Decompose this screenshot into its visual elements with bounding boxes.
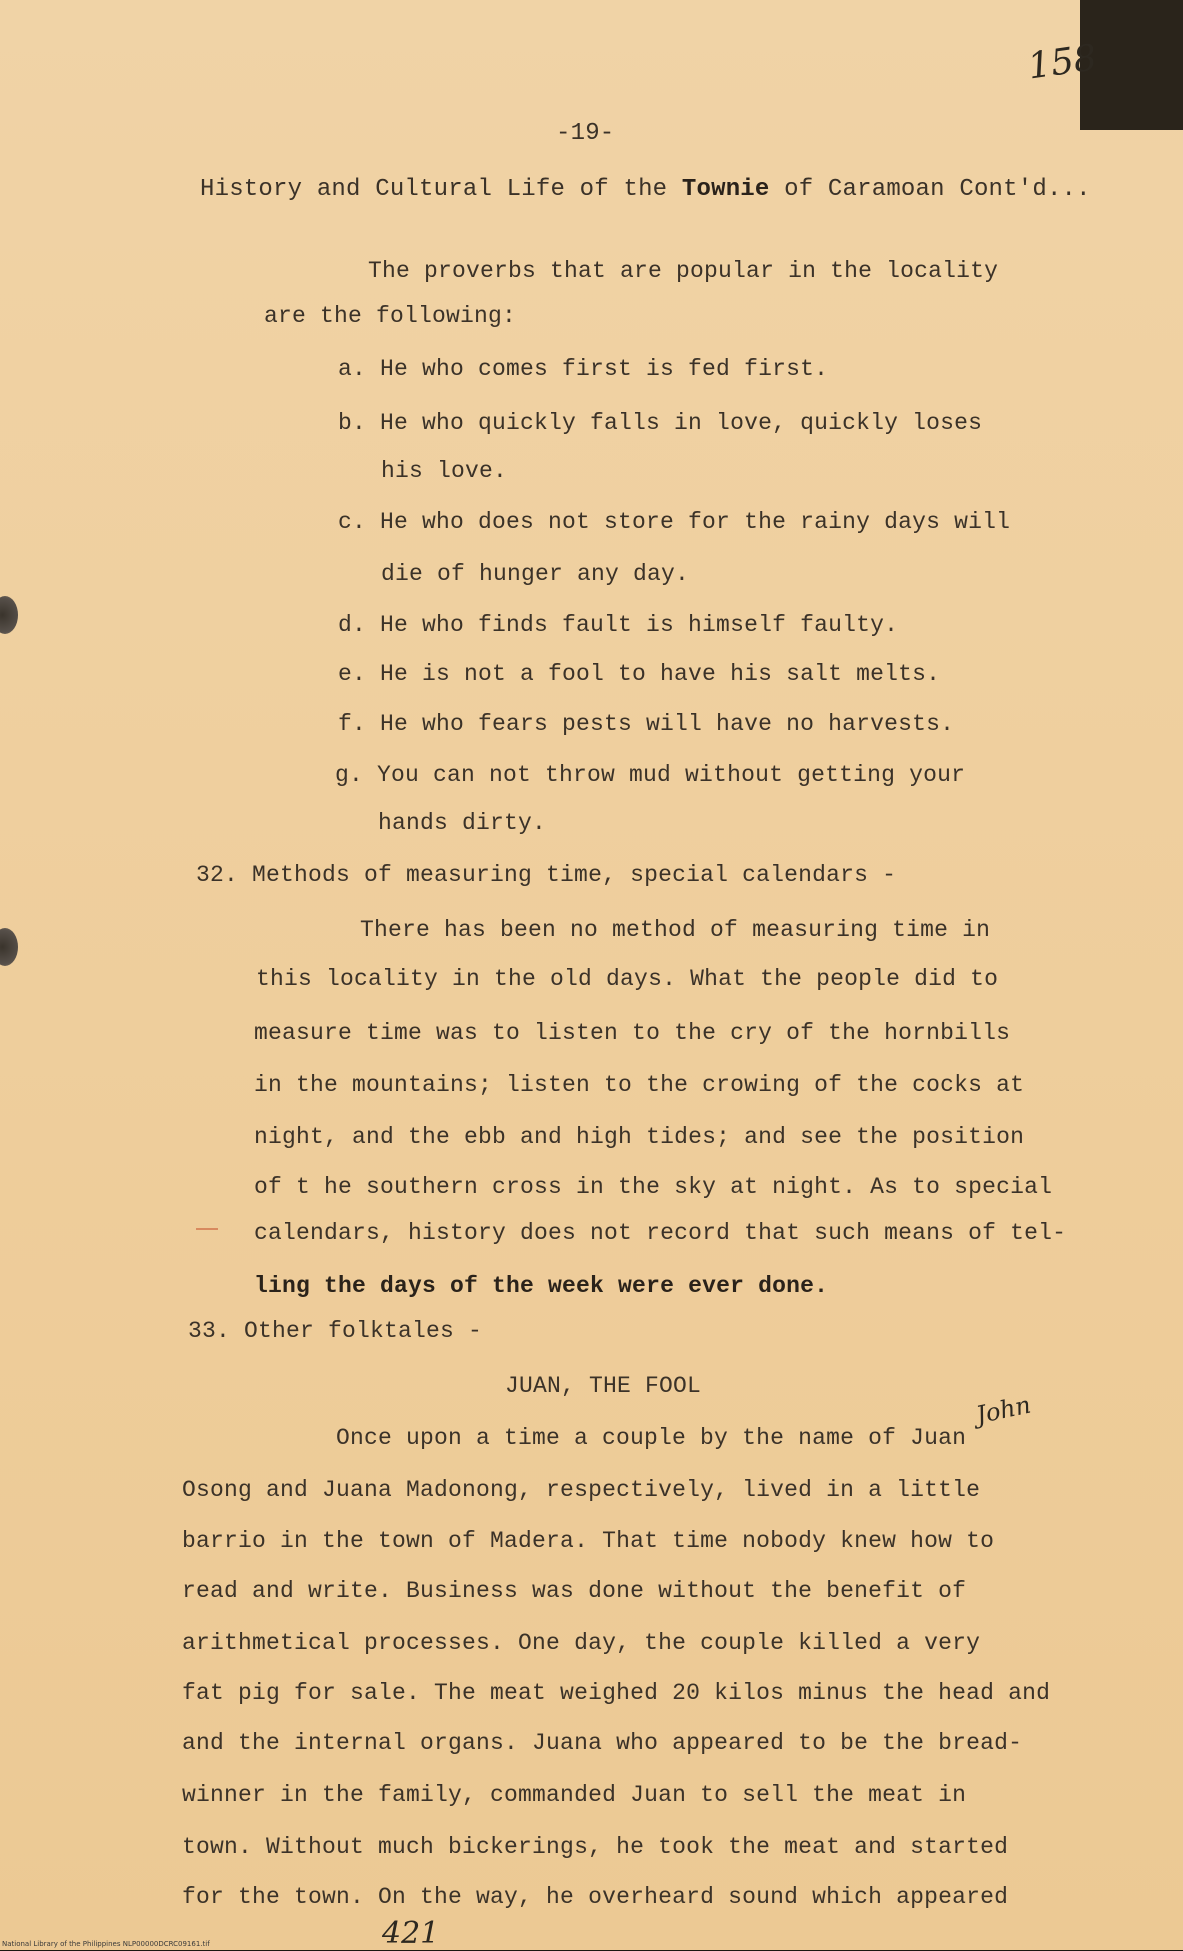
section-32-line: measure time was to listen to the cry of the hornbills — [254, 1020, 1011, 1046]
section-32-line: of t he southern cross in the sky at night. As to special — [254, 1174, 1053, 1200]
story-line: read and write. Business was done without the benefit of — [182, 1578, 967, 1604]
story-line: barrio in the town of Madera. That time nobody knew how to — [182, 1528, 995, 1554]
story-line: fat pig for sale. The meat weighed 20 kilos minus the head and — [182, 1680, 1051, 1706]
section-32-line: ling the days of the week were ever done. — [254, 1273, 829, 1299]
proverb-line: d. He who finds fault is himself faulty. — [338, 612, 899, 638]
archive-footer: National Library of the Philippines NLP00000DCRC09161.tif — [2, 1940, 210, 1948]
heading-struck-word: Townie — [681, 176, 770, 203]
bottom-handwritten-number: 421 — [382, 1916, 440, 1951]
intro-line: The proverbs that are popular in the locality — [368, 258, 999, 284]
story-line: town. Without much bickerings, he took the meat and started — [182, 1834, 1009, 1860]
story-line: Once upon a time a couple by the name of Juan — [336, 1425, 967, 1451]
proverb-line: his love. — [381, 458, 508, 484]
proverb-line: f. He who fears pests will have no harvests. — [338, 711, 955, 737]
section-32-heading: 32. Methods of measuring time, special calendars - — [196, 862, 897, 888]
story-line: and the internal organs. Juana who appeared to be the bread- — [182, 1730, 1023, 1756]
heading-suffix: of Caramoan Cont'd... — [769, 176, 1091, 203]
story-line: winner in the family, commanded Juan to sell the meat in — [182, 1782, 967, 1808]
story-line: arithmetical processes. One day, the couple killed a very — [182, 1630, 981, 1656]
page-number: -19- — [556, 120, 615, 147]
section-32-line: in the mountains; listen to the crowing of the cocks at — [254, 1072, 1025, 1098]
section-32-line: There has been no method of measuring time in — [360, 917, 991, 943]
folio-number: 158 — [1025, 37, 1100, 88]
proverb-line: a. He who comes first is fed first. — [338, 356, 829, 382]
story-title: JUAN, THE FOOL — [505, 1373, 702, 1399]
section-32-line: calendars, history does not record that such means of tel- — [254, 1220, 1067, 1246]
section-32-line: this locality in the old days. What the people did to — [256, 966, 999, 992]
handwritten-note: John — [973, 1390, 1034, 1430]
section-33-heading: 33. Other folktales - — [188, 1318, 483, 1344]
page-heading — [200, 176, 1091, 203]
proverb-line: g. You can not throw mud without getting your — [335, 762, 966, 788]
proverb-line: hands dirty. — [378, 810, 547, 836]
proverb-line: e. He is not a fool to have his salt melts. — [338, 661, 941, 687]
proverb-line: die of hunger any day. — [381, 561, 690, 587]
story-line: for the town. On the way, he overheard sound which appeared — [182, 1884, 1009, 1910]
proverb-line: b. He who quickly falls in love, quickly loses — [338, 410, 983, 436]
proverb-line: c. He who does not store for the rainy days will — [338, 509, 1011, 535]
margin-mark — [196, 1228, 218, 1230]
heading-prefix: History and Cultural Life of the — [200, 176, 682, 203]
story-line: Osong and Juana Madonong, respectively, lived in a little — [182, 1477, 981, 1503]
intro-line: are the following: — [264, 303, 517, 329]
section-32-line: night, and the ebb and high tides; and see the position — [254, 1124, 1025, 1150]
